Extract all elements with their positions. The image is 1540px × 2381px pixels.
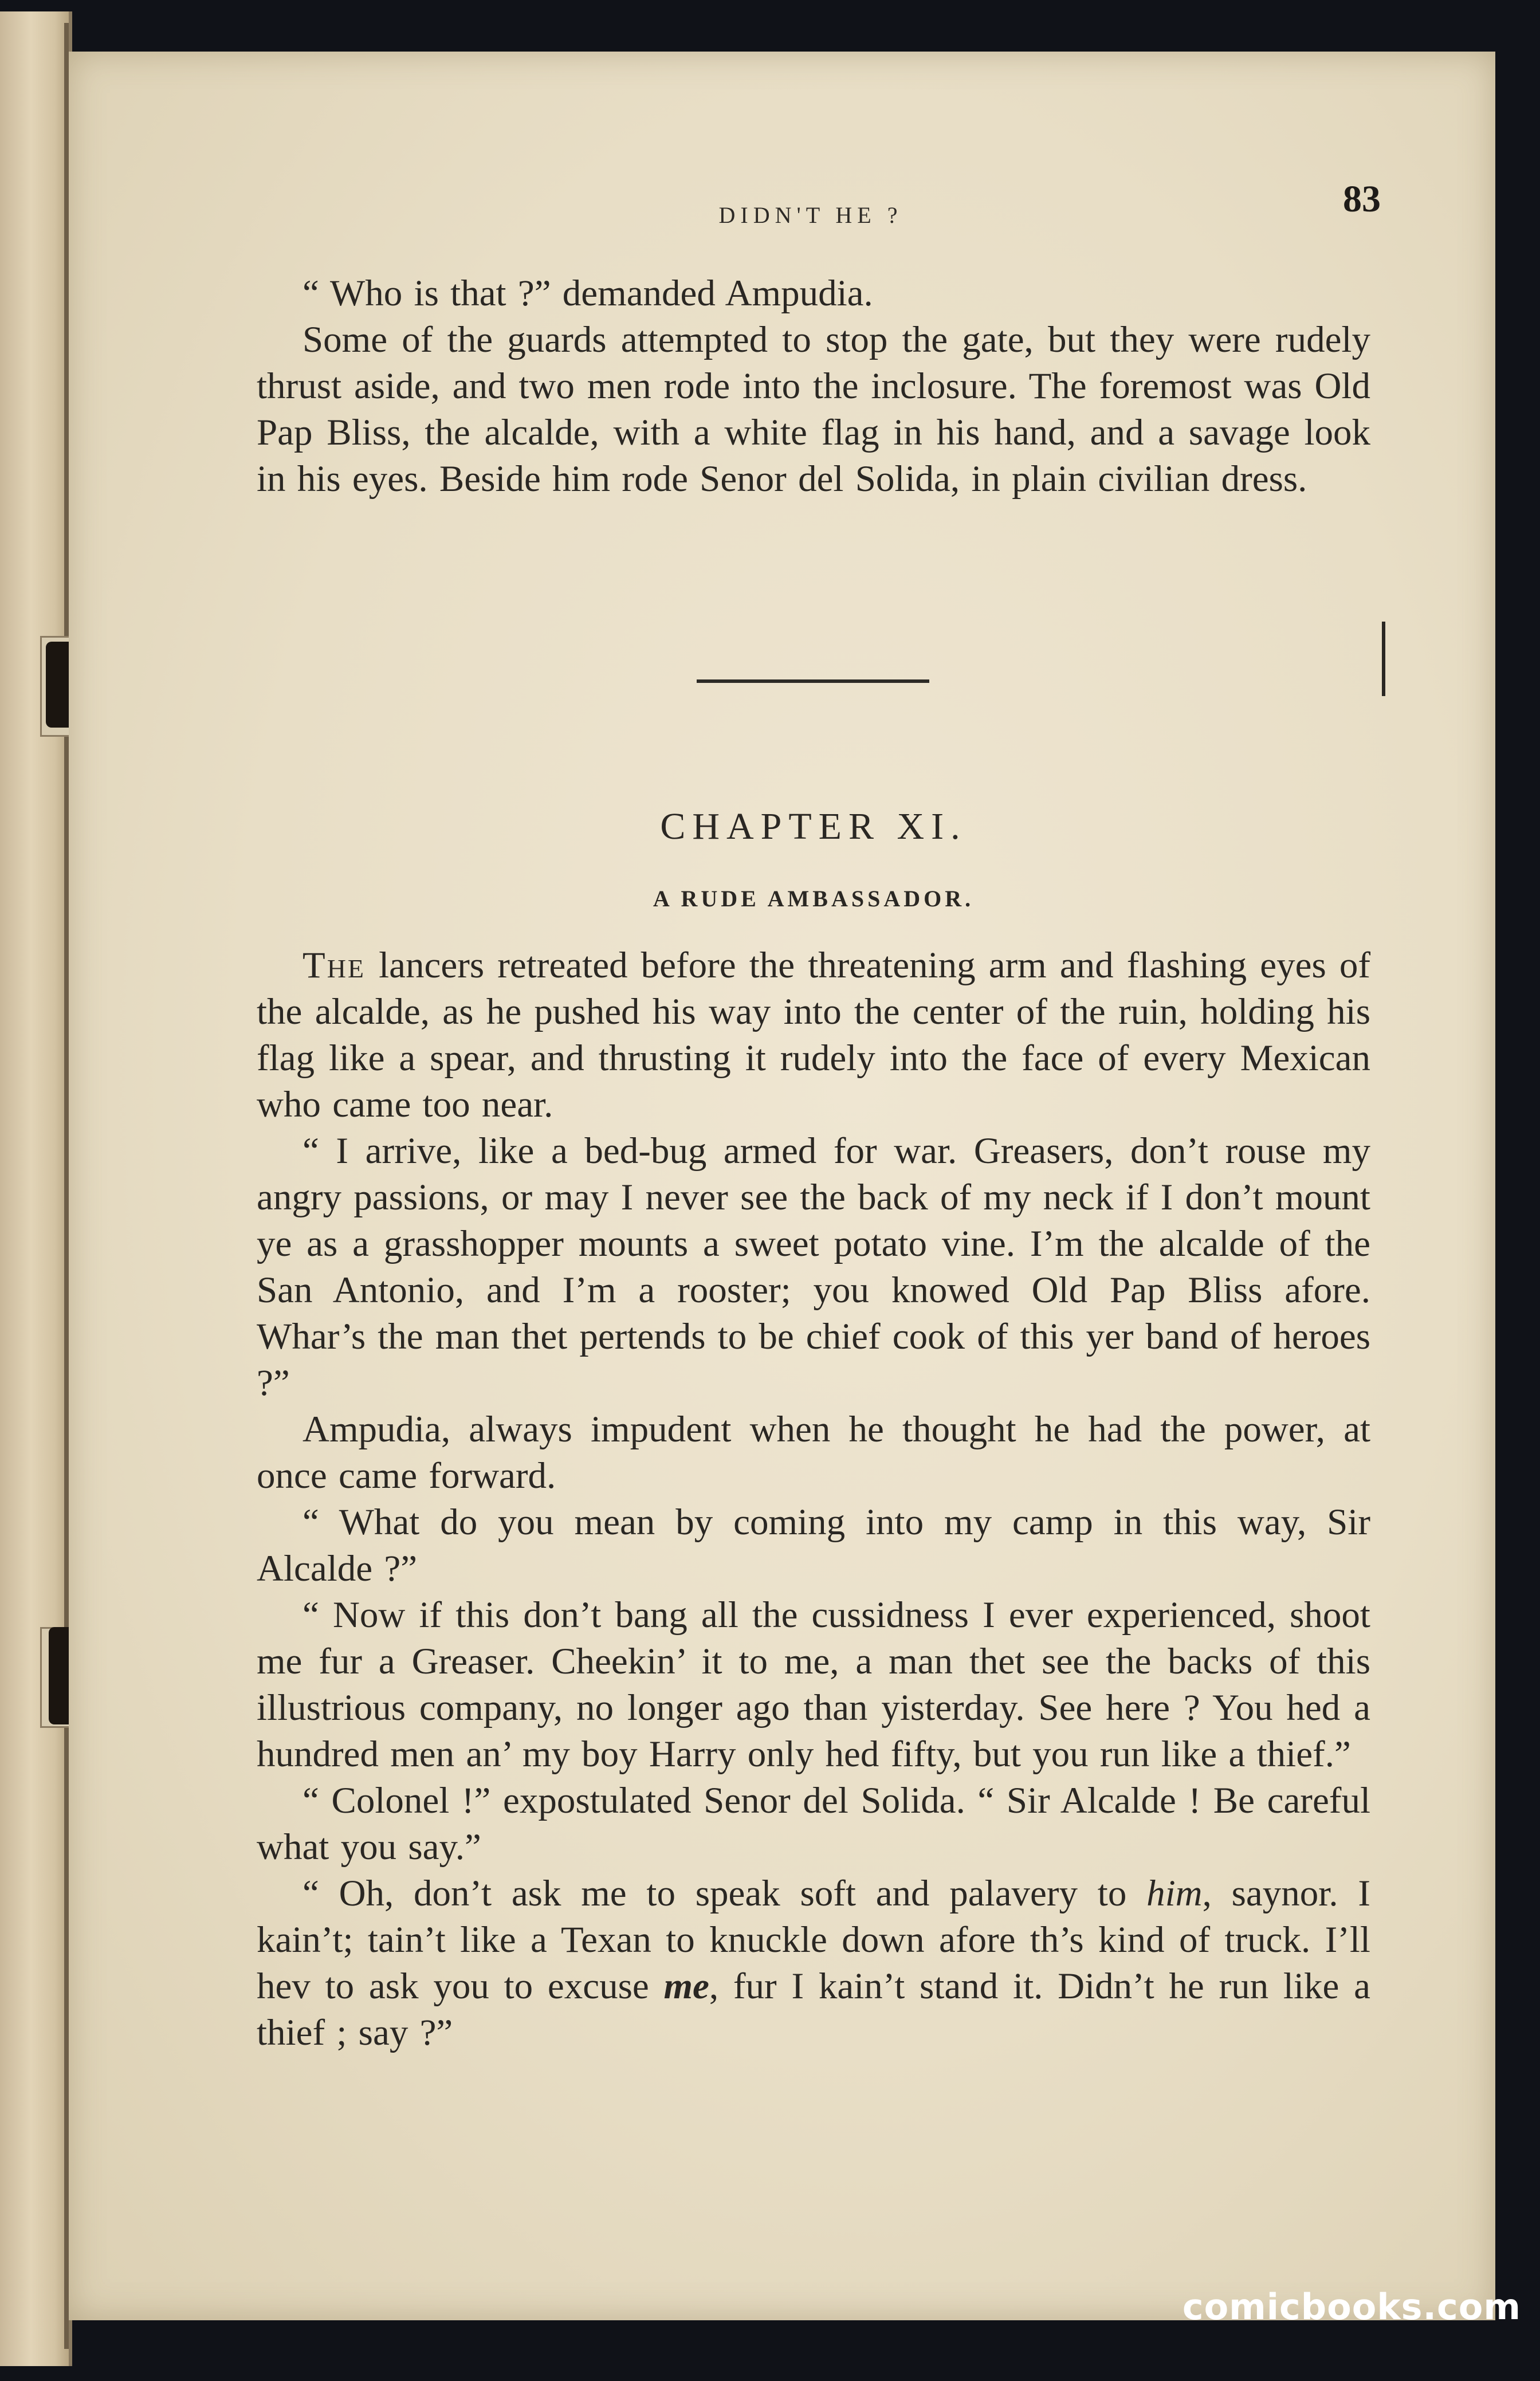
paragraph-text: , saynor. I kain’t; tain’t like a Texan to knuckle down afore th’s kind of truck. I’ll hev to ask you to excuse (257, 1873, 1370, 2007)
running-head: DIDN'T HE ? (718, 202, 903, 228)
chapter-subtitle: A RUDE AMBASSADOR. (653, 886, 975, 911)
paragraph-text: “ Oh, don’t ask me to speak soft and palavery to (302, 1873, 1147, 1914)
paragraph-text: lancers retreated before the threatening arm and flashing eyes of the alcalde, as he pushed his way into the center of the ruin, holding his flag like a spear, and thrusting it rudely into the face of every Mexican who came too near. (257, 945, 1370, 1125)
lead-word: The (302, 945, 366, 986)
paragraph-text: , fur I kain’t stand it. Didn’t he run like a thief ; say ?” (257, 1966, 1370, 2053)
paragraph: “ Now if this don’t bang all the cussidness I ever experienced, shoot me fur a Greaser. Cheekin’ it to me, a man thet see the backs of this illustrious company, no longer ago than yisterday. See here ? You hed a hundred men an’ my boy Harry only hed fifty, but you run like a thief.” (257, 1594, 1370, 1775)
paragraph (257, 1871, 1370, 2056)
chapter-title: CHAPTER XI. (660, 806, 967, 847)
paragraph: “ Colonel !” expostulated Senor del Solida. “ Sir Alcalde ! Be careful what you say.” (257, 1780, 1370, 1868)
emphasis: me (663, 1966, 709, 2007)
section-divider (697, 679, 929, 683)
book-spine (64, 23, 69, 2349)
paragraph: “ What do you mean by coming into my camp in this way, Sir Alcalde ?” (257, 1502, 1370, 1589)
chapter-text-block (257, 942, 1370, 2056)
paragraph (257, 942, 1370, 1128)
paragraph: Ampudia, always impudent when he thought he had the power, at once came forward. (257, 1409, 1370, 1496)
left-page-edge (0, 11, 72, 2366)
paragraph: “ Who is that ?” demanded Ampudia. (302, 273, 873, 314)
margin-mark (1382, 622, 1385, 696)
top-text-block (257, 270, 1370, 502)
watermark: comicbooks.com (1182, 2286, 1521, 2328)
emphasis: him (1146, 1873, 1203, 1914)
paragraph: “ I arrive, like a bed-bug armed for war. Greasers, don’t rouse my angry passions, or may I never see the back of my neck if I don’t mount ye as a grasshopper mounts a sweet potato vine. I’m the alcalde of the San Antonio, and I’m a rooster; you knowed Old Pap Bliss afore. Whar’s the man thet pertends to be chief cook of this yer band of heroes ?” (257, 1130, 1370, 1404)
paragraph: Some of the guards attempted to stop the gate, but they were rudely thrust aside, and two men rode into the inclosure. The foremost was Old Pap Bliss, the alcalde, with a white flag in his hand, and a savage look in his eyes. Beside him rode Senor del Solida, in plain civilian dress. (257, 319, 1370, 500)
page-number: 83 (1343, 178, 1381, 220)
